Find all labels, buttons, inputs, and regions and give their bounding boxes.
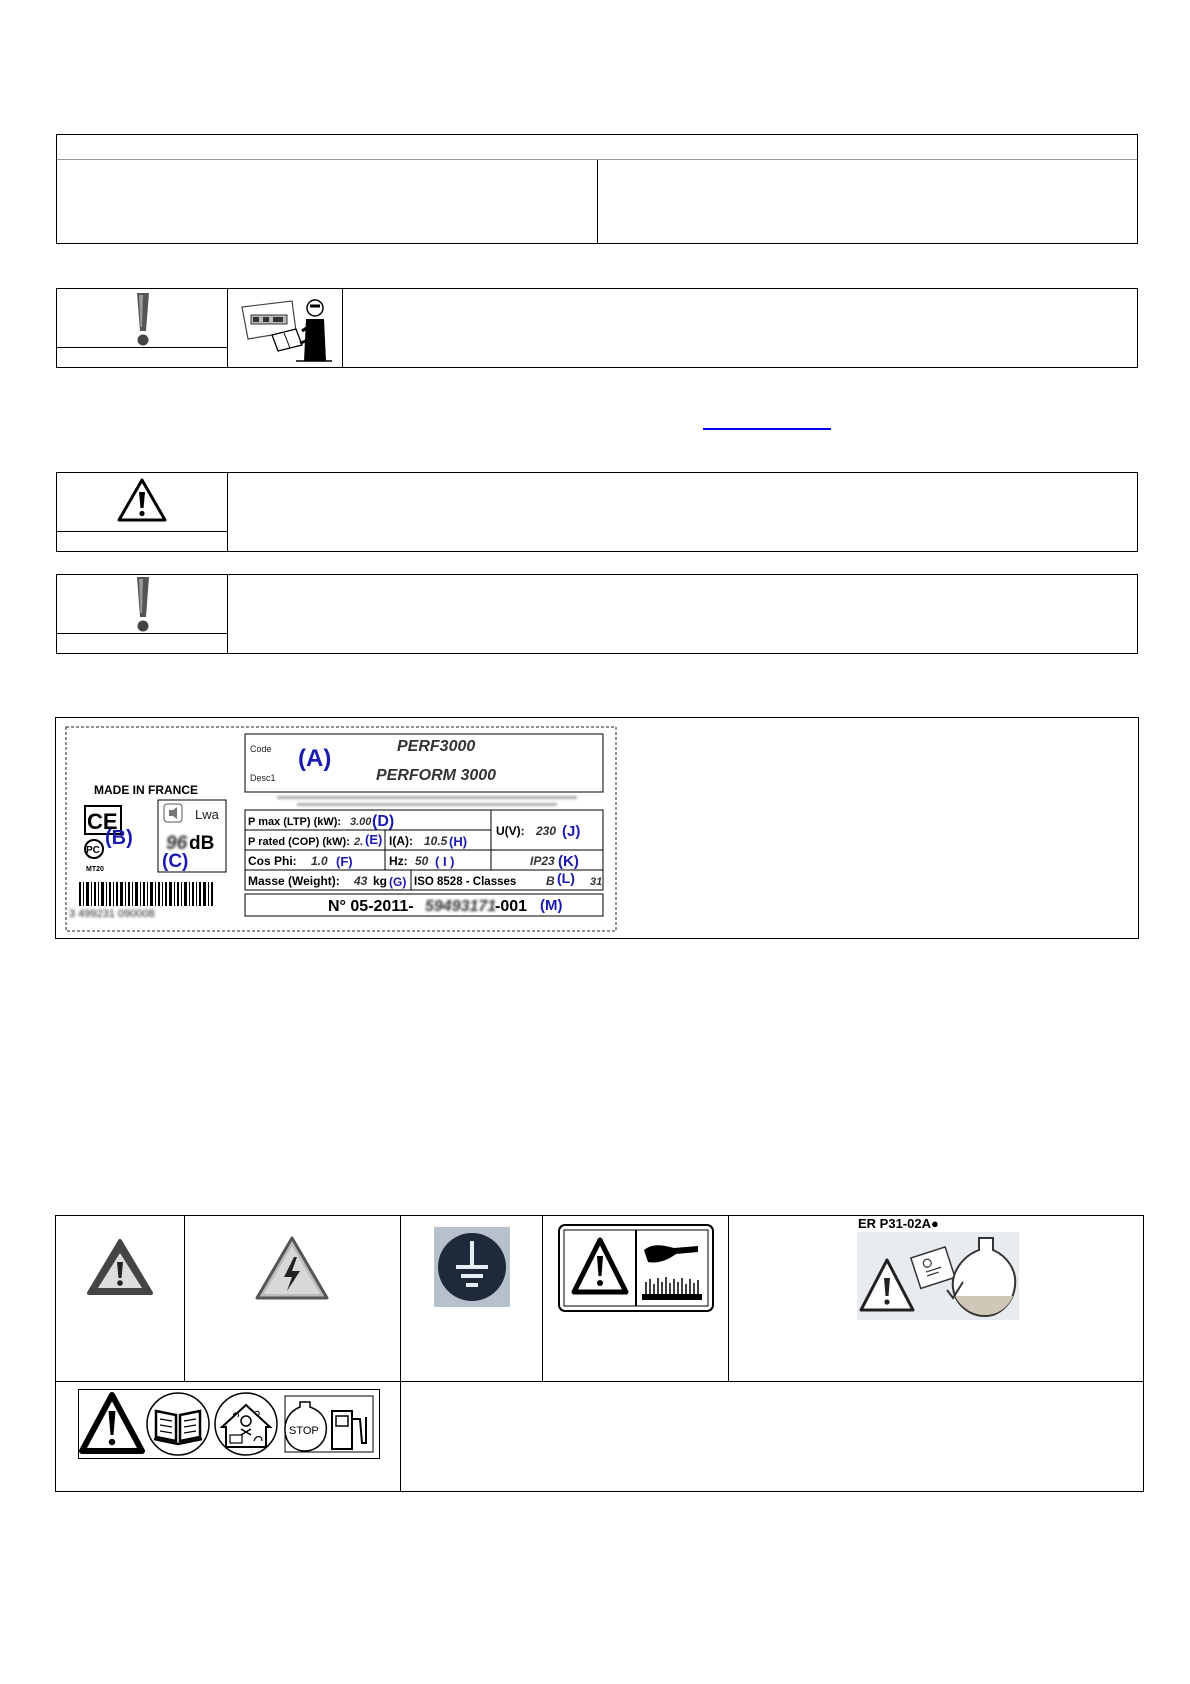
- iso-label: ISO 8528 - Classes: [414, 876, 517, 888]
- marker-d: (D): [372, 813, 395, 830]
- hyperlink-underline[interactable]: [703, 428, 831, 430]
- hz-label: Hz:: [389, 854, 408, 868]
- notice-icon-cell: [57, 289, 228, 367]
- pictogram-table: [55, 1215, 1144, 1492]
- pictogram-cell-hot-surface: [543, 1216, 729, 1382]
- marker-f: (F): [336, 854, 353, 869]
- notice-text-cell: [228, 473, 1137, 551]
- lwa-label: Lwa: [195, 807, 219, 822]
- pictogram-cell-earth: [401, 1216, 543, 1382]
- ip-value: IP23: [530, 854, 555, 868]
- marker-c: (C): [162, 851, 189, 872]
- pictogram-cell-oil: [729, 1216, 1143, 1382]
- combined-safety-pictograms: [78, 1389, 380, 1459]
- notice-icon-cell: [57, 575, 228, 653]
- top-table-cell-right: [598, 160, 1137, 243]
- code-value: PERF3000: [397, 738, 476, 755]
- rating-plate-box: [55, 717, 1139, 939]
- marker-k: (K): [558, 853, 579, 870]
- notice-icon-caption-cell: [57, 633, 227, 653]
- voltage-value: 230: [536, 824, 557, 838]
- top-table-cell-left: [57, 160, 598, 243]
- pmax-value: 3.00: [350, 816, 372, 828]
- top-table: [56, 134, 1138, 244]
- serial-mid: 59493171: [425, 898, 497, 915]
- exclamation-icon: [128, 575, 158, 633]
- high-voltage-icon: [254, 1235, 330, 1301]
- read-manual-icon: [147, 1393, 209, 1455]
- marker-i: ( I ): [435, 854, 455, 869]
- notice-warning: [56, 472, 1138, 552]
- current-value: 10.5: [424, 834, 448, 848]
- pictogram-cell-combined: [56, 1382, 401, 1491]
- pictogram-cell-description: [401, 1382, 1143, 1491]
- cosphi-value: 1.0: [311, 854, 328, 868]
- oil-level-check-icon: [857, 1218, 1019, 1320]
- barcode-number: 3 499231 090008: [69, 908, 155, 920]
- mass-label: Masse (Weight):: [248, 874, 340, 888]
- hot-surface-icon: [558, 1224, 714, 1312]
- code-label: Code: [250, 744, 272, 754]
- rating-plate-image: [65, 726, 617, 932]
- made-in-label: MADE IN FRANCE: [94, 783, 198, 797]
- pmax-label: P max (LTP) (kW):: [248, 816, 342, 828]
- mass-unit: kg: [373, 874, 388, 888]
- serial-prefix: N° 05-2011-: [328, 898, 414, 915]
- desc-value: PERFORM 3000: [376, 767, 497, 784]
- marker-h: (H): [449, 834, 468, 849]
- cosphi-label: Cos Phi:: [248, 854, 297, 868]
- pc-mark: PC: [86, 845, 100, 856]
- pictogram-cell-warning: [56, 1216, 185, 1382]
- read-manual-pictogram-cell: [228, 289, 343, 367]
- notice-read-manual: [56, 288, 1138, 368]
- pictogram-cell-electric: [185, 1216, 401, 1382]
- person-reading-manual-icon: [236, 291, 336, 365]
- marker-j: (J): [562, 823, 581, 840]
- oil-check-label: ER P31-02A●: [858, 1216, 939, 1231]
- mt20-label: MT20: [86, 866, 104, 873]
- top-table-header-row: [57, 135, 1137, 160]
- hz-value: 50: [415, 854, 429, 868]
- warning-sign-icon: [86, 1238, 154, 1296]
- mass-value: 43: [354, 874, 368, 888]
- notice-caution: [56, 574, 1138, 654]
- ce-mark: CE: [87, 809, 118, 834]
- serial-suffix: -001: [495, 898, 528, 915]
- iso-value: B: [546, 874, 555, 888]
- marker-b: (B): [105, 827, 133, 849]
- notice-icon-cell: [57, 473, 228, 551]
- notice-text-cell: [343, 289, 1137, 367]
- exclamation-icon: [128, 291, 158, 347]
- toxic-fumes-house-icon: [215, 1393, 277, 1455]
- notice-icon-caption-cell: [57, 531, 227, 551]
- prated-value: 2.: [354, 836, 364, 848]
- db-unit: dB: [189, 833, 215, 854]
- stop-engine-refuel-icon: [285, 1396, 373, 1452]
- notice-icon-caption-cell: [57, 347, 227, 367]
- db-value: 96: [166, 833, 188, 854]
- notice-text-cell: [228, 575, 1137, 653]
- iso-suffix: 31: [590, 876, 603, 888]
- marker-g: (G): [389, 875, 407, 889]
- stop-label: STOP: [289, 1425, 319, 1437]
- marker-e: (E): [365, 832, 383, 847]
- warning-triangle-icon: [116, 476, 168, 524]
- current-label: I(A):: [389, 834, 413, 848]
- voltage-label: U(V):: [496, 824, 525, 838]
- marker-m: (M): [540, 897, 563, 914]
- desc-label: Desc1: [250, 773, 276, 783]
- prated-label: P rated (COP) (kW):: [248, 836, 350, 848]
- marker-a: (A): [298, 745, 332, 772]
- earth-ground-icon: [434, 1227, 510, 1307]
- marker-l: (L): [557, 870, 575, 886]
